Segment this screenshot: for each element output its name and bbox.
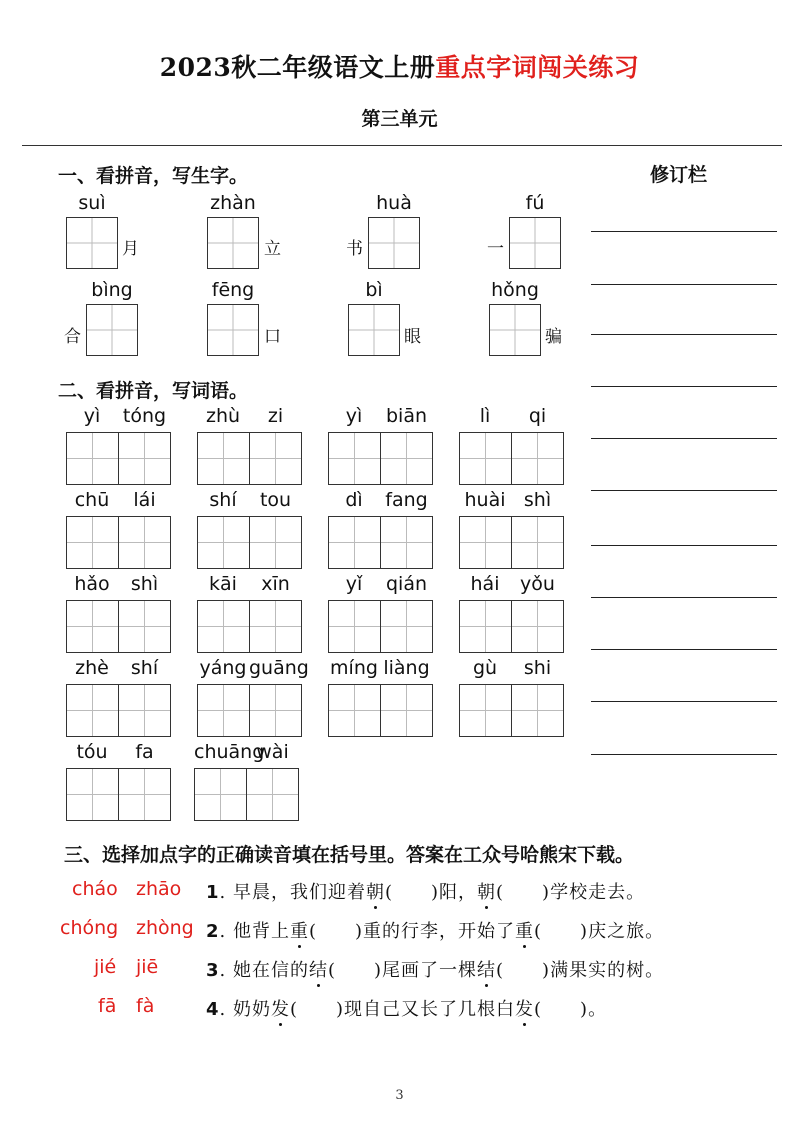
- word-cell[interactable]: [249, 601, 301, 652]
- question-line: [206, 995, 607, 1021]
- char-box[interactable]: [368, 217, 420, 269]
- pinyin-syllable: qi: [528, 405, 547, 427]
- pinyin-label: bì: [365, 279, 383, 301]
- section3-heading: 三、选择加点字的正确读音填在括号里。答案在工众号哈熊宋下载。: [64, 844, 635, 866]
- reading-option: chóng: [60, 917, 119, 939]
- word-box[interactable]: [197, 600, 302, 653]
- word-box[interactable]: [328, 600, 433, 653]
- pinyin-label: suì: [78, 192, 106, 214]
- word-cell[interactable]: [460, 433, 511, 484]
- given-char: 骗: [545, 327, 562, 347]
- question-number: 4: [206, 999, 220, 1020]
- word-cell[interactable]: [118, 685, 170, 736]
- revision-line[interactable]: [591, 649, 777, 650]
- word-box[interactable]: [197, 516, 302, 569]
- pinyin-syllable: qián: [385, 573, 428, 595]
- word-box[interactable]: [328, 684, 433, 737]
- pinyin-syllable: zhè: [75, 657, 109, 679]
- word-cell[interactable]: [118, 517, 170, 568]
- revision-line[interactable]: [591, 438, 777, 439]
- word-cell[interactable]: [511, 517, 563, 568]
- question-text[interactable]: ( )庆之旅。: [534, 921, 665, 942]
- dotted-char: 发: [515, 999, 535, 1020]
- word-cell[interactable]: [380, 601, 432, 652]
- word-cell[interactable]: [380, 517, 432, 568]
- word-cell[interactable]: [329, 601, 380, 652]
- given-char: 一: [487, 239, 504, 259]
- reading-option: fā: [98, 995, 117, 1017]
- pinyin-syllable: kāi: [209, 573, 237, 595]
- pinyin-syllable: zhù: [205, 405, 241, 427]
- revision-line[interactable]: [591, 490, 777, 491]
- pinyin-syllable: lì: [479, 405, 491, 427]
- pinyin-syllable: shi: [523, 657, 552, 679]
- word-cell[interactable]: [246, 769, 298, 820]
- char-box[interactable]: [509, 217, 561, 269]
- revision-line[interactable]: [591, 284, 777, 285]
- word-cell[interactable]: [118, 769, 170, 820]
- pinyin-label: zhàn: [210, 192, 256, 214]
- word-cell[interactable]: [249, 685, 301, 736]
- reading-option: jié: [94, 956, 117, 978]
- question-number: 2: [206, 921, 220, 942]
- question-dot: .: [219, 882, 233, 903]
- word-box[interactable]: [459, 684, 564, 737]
- pinyin-syllable: guāng: [249, 657, 309, 679]
- word-cell[interactable]: [511, 433, 563, 484]
- question-number: 1: [206, 882, 220, 903]
- revision-line[interactable]: [591, 754, 777, 755]
- reading-option: zhāo: [136, 878, 182, 900]
- pinyin-syllable: yáng: [199, 657, 247, 679]
- pinyin-syllable: chuāng: [194, 741, 265, 763]
- given-char: 口: [264, 327, 281, 347]
- question-dot: .: [219, 921, 233, 942]
- given-char: 合: [64, 327, 81, 347]
- word-cell[interactable]: [67, 517, 118, 568]
- word-cell[interactable]: [380, 433, 432, 484]
- pinyin-syllable: shì: [130, 573, 159, 595]
- pinyin-syllable: huài: [464, 489, 506, 511]
- word-cell[interactable]: [329, 433, 380, 484]
- pinyin-label: huà: [376, 192, 412, 214]
- char-box[interactable]: [348, 304, 400, 356]
- word-cell[interactable]: [460, 601, 511, 652]
- pinyin-syllable: liàng: [383, 657, 430, 679]
- word-cell[interactable]: [511, 685, 563, 736]
- pinyin-syllable: shì: [523, 489, 552, 511]
- unit-title: 第三单元: [361, 108, 438, 130]
- question-dot: .: [219, 960, 233, 981]
- revision-line[interactable]: [591, 334, 777, 335]
- pinyin-label: hǒng: [491, 279, 539, 301]
- reading-option: fà: [136, 995, 155, 1017]
- question-number: 3: [206, 960, 220, 981]
- char-box[interactable]: [86, 304, 138, 356]
- pinyin-syllable: tóu: [76, 741, 108, 763]
- pinyin-syllable: yǒu: [520, 573, 555, 595]
- pinyin-syllable: lái: [133, 489, 156, 511]
- word-cell[interactable]: [511, 601, 563, 652]
- pinyin-syllable: shí: [209, 489, 237, 511]
- word-cell[interactable]: [198, 433, 249, 484]
- char-box[interactable]: [66, 217, 118, 269]
- given-char: 书: [346, 239, 363, 259]
- header-divider: [22, 145, 782, 146]
- word-cell[interactable]: [249, 517, 301, 568]
- revision-line[interactable]: [591, 386, 777, 387]
- pinyin-syllable: zi: [267, 405, 284, 427]
- pinyin-syllable: tóng: [122, 405, 167, 427]
- word-cell[interactable]: [67, 769, 118, 820]
- word-box[interactable]: [328, 432, 433, 485]
- word-box[interactable]: [66, 432, 171, 485]
- word-cell[interactable]: [460, 685, 511, 736]
- title-red: 重点字词闯关练习: [435, 53, 640, 82]
- word-box[interactable]: [459, 516, 564, 569]
- question-text: 早晨，我们迎着: [232, 882, 366, 903]
- question-text[interactable]: ( )尾画了一棵: [327, 960, 478, 981]
- question-text[interactable]: ( )。: [534, 999, 608, 1020]
- pinyin-syllable: yì: [345, 405, 363, 427]
- word-cell[interactable]: [118, 433, 170, 484]
- word-box[interactable]: [459, 600, 564, 653]
- question-dot: .: [219, 999, 233, 1020]
- pinyin-syllable: tou: [259, 489, 292, 511]
- question-text: 奶奶: [232, 999, 271, 1020]
- pinyin-syllable: shí: [130, 657, 159, 679]
- pinyin-syllable: míng: [330, 657, 378, 679]
- word-box[interactable]: [66, 516, 171, 569]
- word-box[interactable]: [66, 600, 171, 653]
- dotted-char: 发: [270, 999, 290, 1020]
- word-box[interactable]: [459, 432, 564, 485]
- pinyin-syllable: fang: [385, 489, 428, 511]
- question-text[interactable]: ( )重的行李，开始了: [308, 921, 516, 942]
- word-cell[interactable]: [118, 601, 170, 652]
- pinyin-syllable: gù: [472, 657, 498, 679]
- pinyin-syllable: yǐ: [345, 573, 363, 595]
- reading-option: cháo: [72, 878, 118, 900]
- char-box[interactable]: [489, 304, 541, 356]
- dotted-char: 朝: [365, 882, 385, 903]
- pinyin-syllable: xīn: [261, 573, 290, 595]
- title-black: 2023秋二年级语文上册: [159, 53, 436, 82]
- revision-line[interactable]: [591, 597, 777, 598]
- dotted-char: 重: [515, 921, 535, 942]
- question-line: [206, 878, 645, 904]
- pinyin-label: fēng: [211, 279, 255, 301]
- word-cell[interactable]: [198, 517, 249, 568]
- char-box[interactable]: [207, 217, 259, 269]
- word-cell[interactable]: [67, 601, 118, 652]
- question-text[interactable]: ( )阳，: [384, 882, 478, 903]
- given-char: 眼: [404, 327, 421, 347]
- word-cell[interactable]: [329, 685, 380, 736]
- word-cell[interactable]: [195, 769, 246, 820]
- word-cell[interactable]: [329, 517, 380, 568]
- revision-line[interactable]: [591, 231, 777, 232]
- pinyin-syllable: yì: [83, 405, 101, 427]
- word-box[interactable]: [328, 516, 433, 569]
- revision-title: 修订栏: [650, 164, 708, 186]
- word-box[interactable]: [197, 432, 302, 485]
- reading-option: jiē: [136, 956, 159, 978]
- question-text: 他背上: [232, 921, 290, 942]
- page-number: 3: [395, 1088, 404, 1103]
- pinyin-syllable: hái: [470, 573, 500, 595]
- dotted-char: 朝: [477, 882, 497, 903]
- dotted-char: 结: [477, 960, 497, 981]
- reading-option: zhòng: [136, 917, 194, 939]
- question-text[interactable]: ( )满果实的树。: [496, 960, 665, 981]
- dotted-char: 结: [308, 960, 328, 981]
- question-line: [206, 917, 664, 943]
- dotted-char: 重: [289, 921, 309, 942]
- page-title: [0, 48, 799, 84]
- given-char: 月: [122, 239, 139, 259]
- pinyin-label: bìng: [91, 279, 133, 301]
- question-text: 她在信的: [232, 960, 309, 981]
- word-cell[interactable]: [67, 433, 118, 484]
- word-cell[interactable]: [460, 517, 511, 568]
- char-box[interactable]: [207, 304, 259, 356]
- pinyin-syllable: dì: [345, 489, 363, 511]
- word-box[interactable]: [197, 684, 302, 737]
- given-char: 立: [264, 239, 281, 259]
- section2-heading: 二、看拼音，写词语。: [58, 380, 249, 402]
- word-cell[interactable]: [67, 685, 118, 736]
- pinyin-syllable: wài: [256, 741, 289, 763]
- revision-line[interactable]: [591, 701, 777, 702]
- pinyin-syllable: fa: [135, 741, 154, 763]
- word-cell[interactable]: [198, 601, 249, 652]
- pinyin-label: fú: [525, 192, 545, 214]
- question-text[interactable]: ( )学校走去。: [496, 882, 646, 903]
- revision-line[interactable]: [591, 545, 777, 546]
- section1-heading: 一、看拼音，写生字。: [58, 165, 249, 187]
- question-text[interactable]: ( )现自己又长了几根白: [289, 999, 516, 1020]
- word-cell[interactable]: [249, 433, 301, 484]
- word-box[interactable]: [194, 768, 299, 821]
- word-cell[interactable]: [380, 685, 432, 736]
- question-line: [206, 956, 664, 982]
- word-box[interactable]: [66, 684, 171, 737]
- word-cell[interactable]: [198, 685, 249, 736]
- pinyin-syllable: biān: [385, 405, 428, 427]
- pinyin-syllable: chū: [74, 489, 110, 511]
- pinyin-syllable: hǎo: [74, 573, 110, 595]
- word-box[interactable]: [66, 768, 171, 821]
